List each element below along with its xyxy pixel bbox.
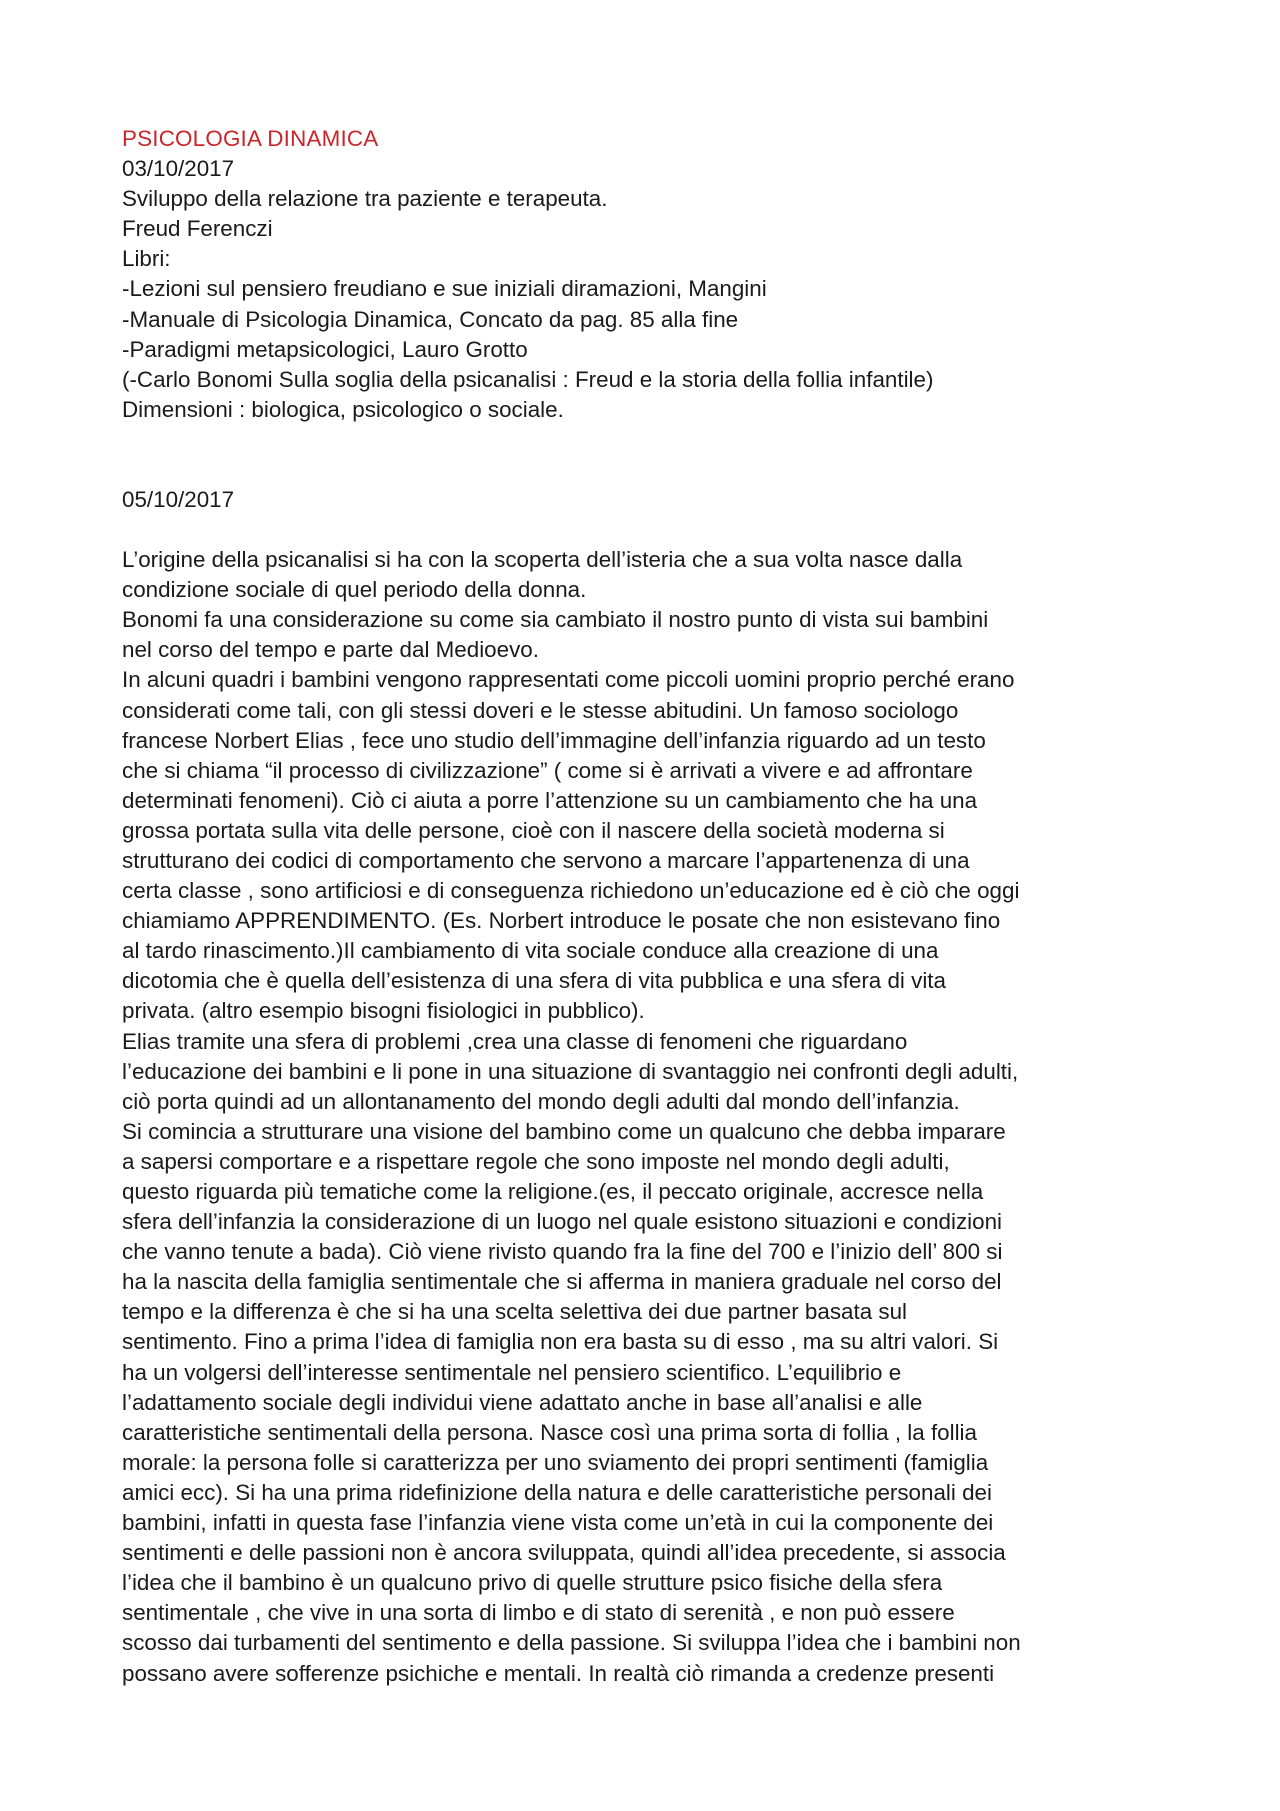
body-line: scosso dai turbamenti del sentimento e della passione. Si sviluppa l’idea che i bambini non: [122, 1630, 1021, 1656]
body-line: determinati fenomeni). Ciò ci aiuta a porre l’attenzione su un cambiamento che ha una: [122, 787, 978, 813]
body-line: che vanno tenute a bada). Ciò viene rivisto quando fra la fine del 700 e l’inizio dell’ 800 si: [122, 1239, 1003, 1265]
body-line: l’idea che il bambino è un qualcuno privo di quelle strutture psico fisiche della sfera: [122, 1570, 943, 1596]
header-line: Dimensioni : biologica, psicologico o sociale.: [122, 396, 564, 422]
body-line: a sapersi comportare e a rispettare regole che sono imposte nel mondo degli adulti,: [122, 1148, 950, 1174]
body-line: privata. (altro esempio bisogni fisiologici in pubblico).: [122, 998, 645, 1024]
body-line: al tardo rinascimento.)Il cambiamento di vita sociale conduce alla creazione di una: [122, 938, 939, 964]
body-line: grossa portata sulla vita delle persone, cioè con il nascere della società moderna si: [122, 817, 945, 843]
header-line: -Paradigmi metapsicologici, Lauro Grotto: [122, 336, 528, 362]
document-content: [122, 124, 1182, 1689]
body-line: dicotomia che è quella dell’esistenza di una sfera di vita pubblica e una sfera di vita: [122, 968, 946, 994]
body-line: L’origine della psicanalisi si ha con la scoperta dell’isteria che a sua volta nasce dalla: [122, 547, 963, 573]
body-line: nel corso del tempo e parte dal Medioevo.: [122, 637, 539, 663]
body-line: possano avere sofferenze psichiche e mentali. In realtà ciò rimanda a credenze presenti: [122, 1660, 995, 1686]
body-line: Bonomi fa una considerazione su come sia cambiato il nostro punto di vista sui bambini: [122, 607, 989, 633]
header-line: Libri:: [122, 246, 171, 272]
body-line: condizione sociale di quel periodo della donna.: [122, 577, 587, 603]
header-line: Freud Ferenczi: [122, 216, 273, 242]
body-line: bambini, infatti in questa fase l’infanzia viene vista come un’età in cui la componente dei: [122, 1510, 994, 1536]
body-line: amici ecc). Si ha una prima ridefinizione della natura e delle caratteristiche personali dei: [122, 1479, 992, 1505]
body-line: sentimenti e delle passioni non è ancora sviluppata, quindi all’idea precedente, si associa: [122, 1540, 1006, 1566]
document-title: PSICOLOGIA DINAMICA: [122, 126, 379, 151]
body-line: sentimentale , che vive in una sorta di limbo e di stato di serenità , e non può essere: [122, 1600, 955, 1626]
section-gap: [122, 425, 1182, 485]
body-line: l’educazione dei bambini e li pone in una situazione di svantaggio nei confronti degli adulti,: [122, 1058, 1019, 1084]
body-line: Elias tramite una sfera di problemi ,crea una classe di fenomeni che riguardano: [122, 1028, 908, 1054]
header-lines: [122, 184, 1182, 425]
section-gap: [122, 515, 1182, 545]
body-paragraph: [122, 545, 1182, 1689]
body-line: Si comincia a strutturare una visione del bambino come un qualcuno che debba imparare: [122, 1118, 1006, 1144]
body-line: morale: la persona folle si caratterizza per uno sviamento dei propri sentimenti (famiglia: [122, 1449, 989, 1475]
body-line: che si chiama “il processo di civilizzazione” ( come si è arrivati a vivere e ad affrontare: [122, 757, 973, 783]
date-heading: 05/10/2017: [122, 486, 235, 512]
body-line: l’adattamento sociale degli individui viene adattato anche in base all’analisi e alle: [122, 1389, 923, 1415]
header-line: -Lezioni sul pensiero freudiano e sue iniziali diramazioni, Mangini: [122, 276, 767, 302]
header-line: -Manuale di Psicologia Dinamica, Concato da pag. 85 alla fine: [122, 306, 739, 332]
body-line: strutturano dei codici di comportamento che servono a marcare l’appartenenza di una: [122, 847, 970, 873]
date-heading: 03/10/2017: [122, 156, 235, 182]
body-line: ciò porta quindi ad un allontanamento del mondo degli adulti dal mondo dell’infanzia.: [122, 1088, 960, 1114]
body-line: In alcuni quadri i bambini vengono rappresentati come piccoli uomini proprio perché erano: [122, 667, 1015, 693]
body-line: sfera dell’infanzia la considerazione di un luogo nel quale esistono situazioni e condizioni: [122, 1209, 1003, 1235]
body-line: francese Norbert Elias , fece uno studio dell’immagine dell’infanzia riguardo ad un testo: [122, 727, 986, 753]
body-line: questo riguarda più tematiche come la religione.(es, il peccato originale, accresce nella: [122, 1179, 984, 1204]
body-line: considerati come tali, con gli stessi doveri e le stesse abitudini. Un famoso sociologo: [122, 697, 959, 723]
body-line: sentimento. Fino a prima l’idea di famiglia non era basta su di esso , ma su altri valori. Si: [122, 1329, 999, 1355]
body-line: certa classe , sono artificiosi e di conseguenza richiedono un’educazione ed è ciò che oggi: [122, 878, 1020, 904]
body-line: ha un volgersi dell’interesse sentimentale nel pensiero scientifico. L’equilibrio e: [122, 1359, 902, 1385]
body-line: tempo e la differenza è che si ha una scelta selettiva dei due partner basata sul: [122, 1299, 907, 1325]
body-line: ha la nascita della famiglia sentimentale che si afferma in maniera graduale nel corso del: [122, 1269, 1002, 1295]
header-line: (-Carlo Bonomi Sulla soglia della psicanalisi : Freud e la storia della follia infantile): [122, 366, 934, 392]
body-line: caratteristiche sentimentali della persona. Nasce così una prima sorta di follia , la follia: [122, 1419, 977, 1445]
body-line: chiamiamo APPRENDIMENTO. (Es. Norbert introduce le posate che non esistevano fino: [122, 908, 1001, 934]
header-line: Sviluppo della relazione tra paziente e terapeuta.: [122, 186, 608, 212]
